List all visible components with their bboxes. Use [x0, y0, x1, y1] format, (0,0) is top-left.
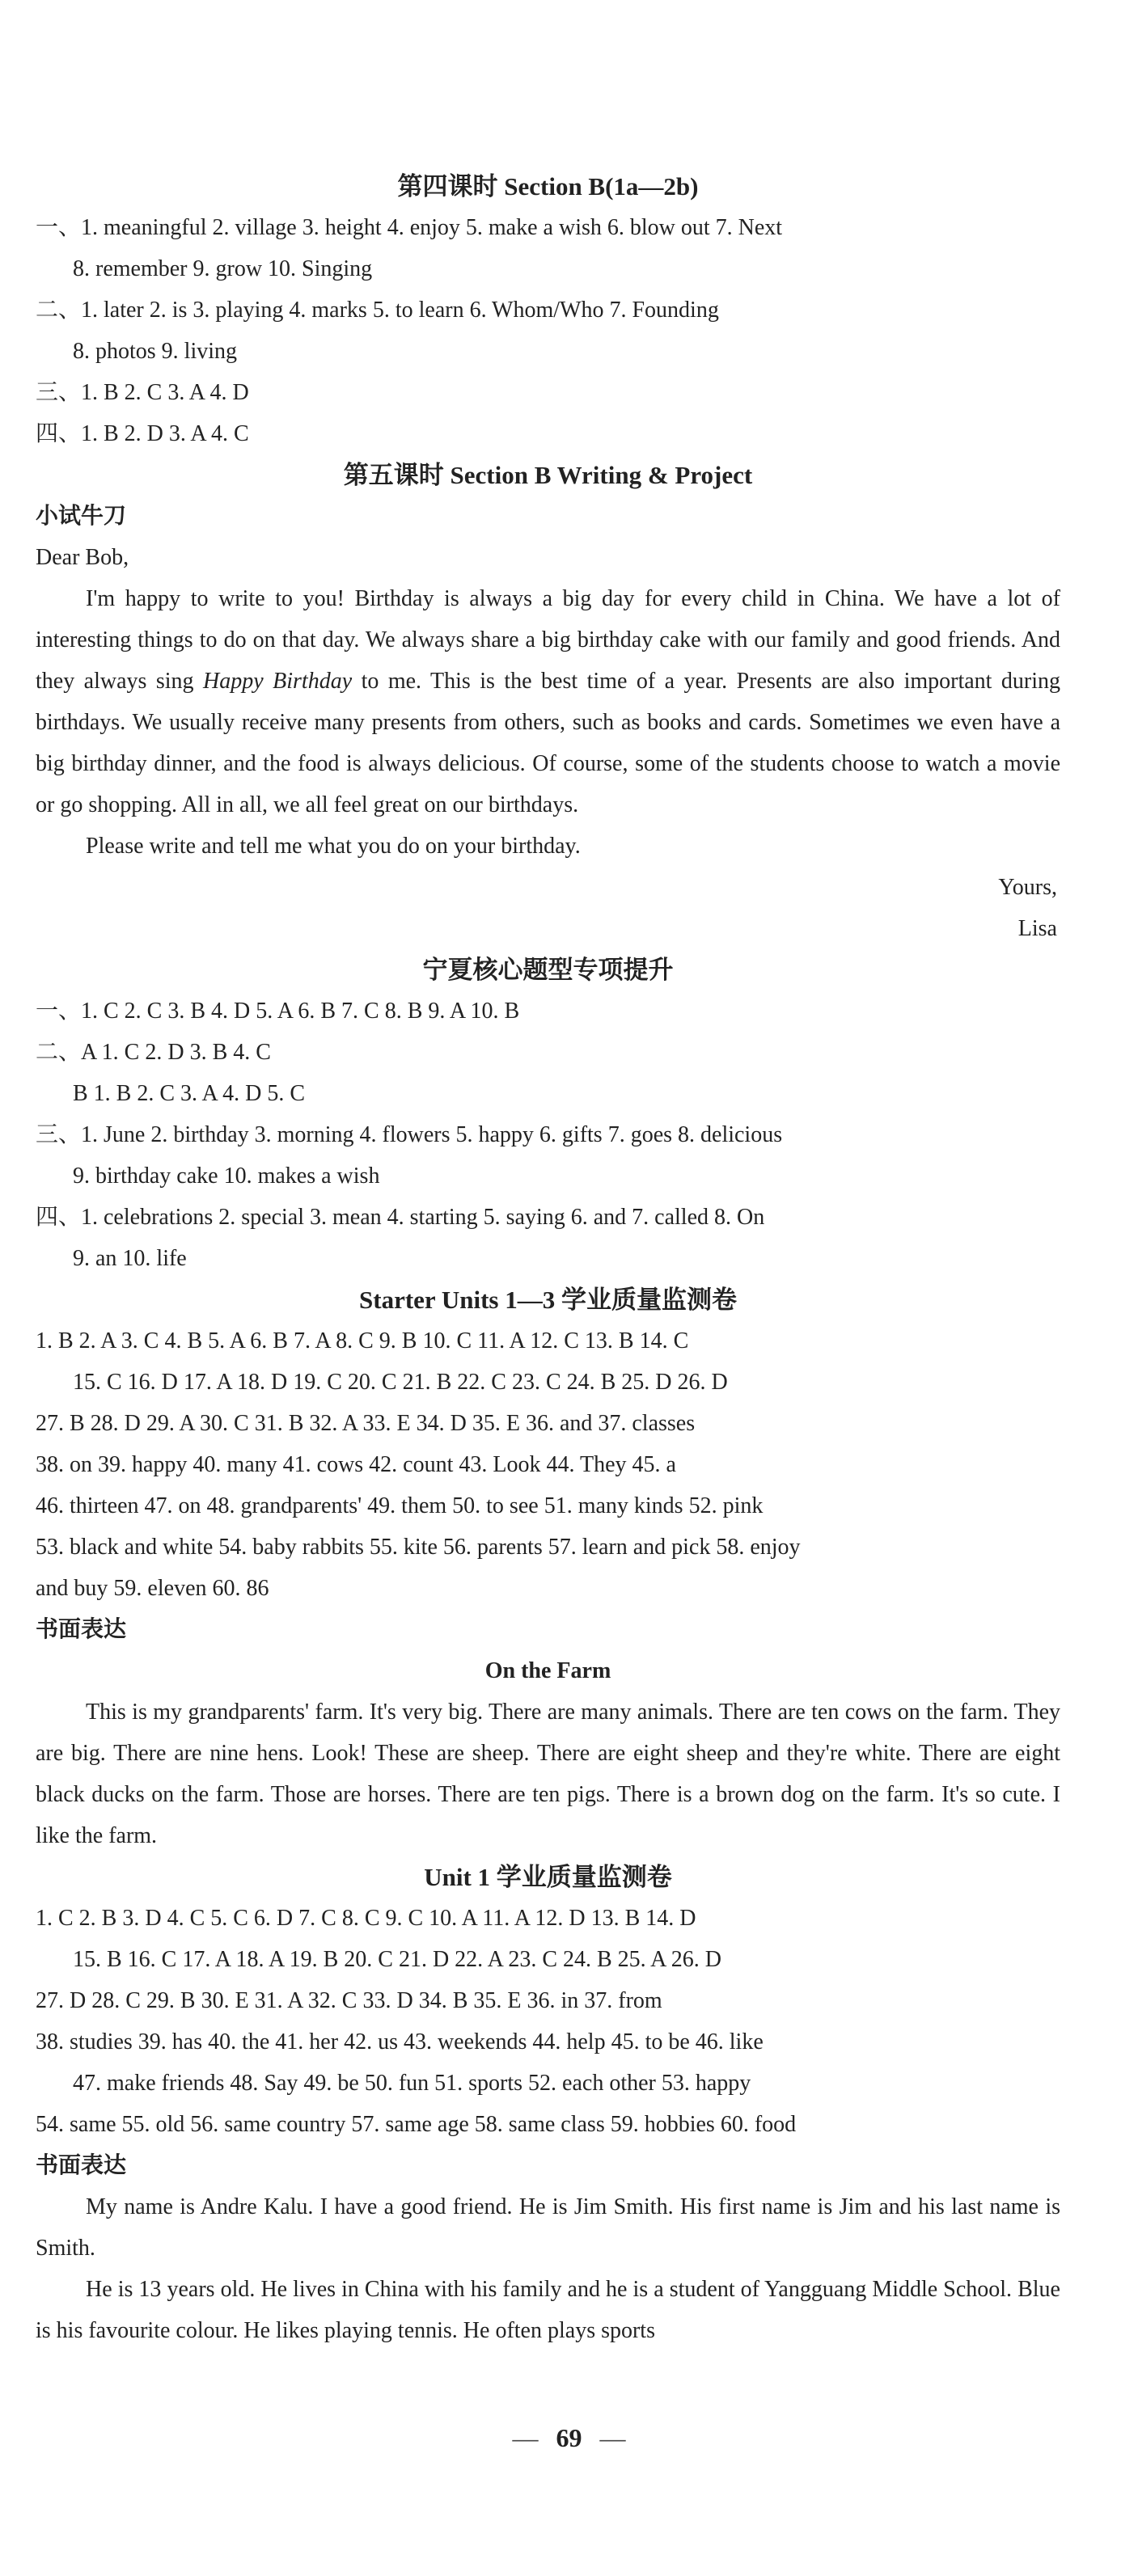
- song-title: Happy Birthday: [203, 669, 353, 694]
- letter-closing: Yours,: [998, 875, 1057, 900]
- answer-line: 46. thirteen 47. on 48. grandparents' 49. them 50. to see 51. many kinds 52. pink: [36, 1493, 764, 1518]
- section-title: Unit 1 学业质量监测卷: [424, 1863, 672, 1891]
- answer-line: 27. B 28. D 29. A 30. C 31. B 32. A 33. E 34. D 35. E 36. and 37. classes: [36, 1411, 696, 1436]
- letter-signature: Lisa: [1017, 916, 1057, 941]
- answer-line: 二、1. later 2. is 3. playing 4. marks 5. to learn 6. Whom/Who 7. Founding: [36, 298, 719, 323]
- section-title: 第五课时 Section B Writing & Project: [343, 461, 753, 489]
- letter-paragraph: Please write and tell me what you do on your birthday.: [86, 834, 581, 859]
- page-number-footer: [0, 2418, 1138, 2459]
- page-number: 69: [556, 2423, 582, 2452]
- answer-line: 一、1. meaningful 2. village 3. height 4. enjoy 5. make a wish 6. blow out 7. Next: [36, 215, 783, 240]
- essay-paragraph: My name is Andre Kalu. I have a good friend. He is Jim Smith. His first name is Jim and his last name is Smith.: [36, 2194, 1060, 2261]
- answer-line: 38. studies 39. has 40. the 41. her 42. us 43. weekends 44. help 45. to be 46. like: [36, 2029, 764, 2054]
- answer-line: 47. make friends 48. Say 49. be 50. fun 51. sports 52. each other 53. happy: [73, 2071, 751, 2096]
- answer-line: 三、1. June 2. birthday 3. morning 4. flowers 5. happy 6. gifts 7. goes 8. delicious: [36, 1122, 783, 1147]
- letter-greeting: Dear Bob,: [36, 545, 129, 570]
- answer-line: 53. black and white 54. baby rabbits 55. kite 56. parents 57. learn and pick 58. enjoy: [36, 1535, 801, 1560]
- answer-line: 1. C 2. B 3. D 4. C 5. C 6. D 7. C 8. C 9. C 10. A 11. A 12. D 13. B 14. D: [36, 1906, 696, 1931]
- content: [36, 166, 1060, 2351]
- answer-line: 9. an 10. life: [73, 1246, 187, 1271]
- letter-paragraph: [36, 578, 1060, 826]
- footer-dash: —: [512, 2423, 539, 2452]
- subsection-label: 书面表达: [36, 2153, 127, 2178]
- footer-dash: —: [599, 2423, 626, 2452]
- answer-line: 38. on 39. happy 40. many 41. cows 42. count 43. Look 44. They 45. a: [36, 1452, 676, 1477]
- essay-paragraph: This is my grandparents' farm. It's very big. There are many animals. There are ten cows on the farm. They are big. There are nine hens. Look! These are sheep. There are eight sheep and they're white. There are eight black ducks on the farm. Those are horses. There are ten pigs. There is a brown dog on the farm. It's so cute. I like the farm.: [36, 1700, 1060, 1848]
- answer-line: 四、1. celebrations 2. special 3. mean 4. starting 5. saying 6. and 7. called 8. On: [36, 1205, 765, 1230]
- answer-line: 9. birthday cake 10. makes a wish: [73, 1163, 380, 1189]
- answer-line: 三、1. B 2. C 3. A 4. D: [36, 380, 249, 405]
- section-title: 宁夏核心题型专项提升: [422, 956, 674, 984]
- answer-line: 15. C 16. D 17. A 18. D 19. C 20. C 21. B 22. C 23. C 24. B 25. D 26. D: [73, 1370, 728, 1395]
- section-title: 第四课时 Section B(1a—2b): [397, 172, 699, 201]
- answer-line: 一、1. C 2. C 3. B 4. D 5. A 6. B 7. C 8. B 9. A 10. B: [36, 999, 520, 1024]
- answer-line: 8. photos 9. living: [73, 339, 238, 364]
- answer-line: 8. remember 9. grow 10. Singing: [73, 256, 373, 281]
- answer-line: 二、A 1. C 2. D 3. B 4. C: [36, 1040, 271, 1065]
- letter-text: I'm happy to write to you! Birthday is always a big day for every child in China. We have a lot of interesting things to do on that day. We always share a big birthday cake with our family and good friends. And they always sing: [36, 586, 1060, 694]
- answer-line: 15. B 16. C 17. A 18. A 19. B 20. C 21. D 22. A 23. C 24. B 25. A 26. D: [73, 1947, 722, 1972]
- answer-line: and buy 59. eleven 60. 86: [36, 1576, 269, 1601]
- answer-line: 四、1. B 2. D 3. A 4. C: [36, 421, 249, 446]
- answer-line: 1. B 2. A 3. C 4. B 5. A 6. B 7. A 8. C 9. B 10. C 11. A 12. C 13. B 14. C: [36, 1328, 689, 1353]
- answer-line: 54. same 55. old 56. same country 57. same age 58. same class 59. hobbies 60. food: [36, 2112, 797, 2137]
- essay-paragraph: He is 13 years old. He lives in China with his family and he is a student of Yangguang Middle School. Blue is his favourite colour. He likes playing tennis. He often plays sports: [36, 2277, 1060, 2343]
- subsection-label: 书面表达: [36, 1617, 127, 1642]
- answer-line: 27. D 28. C 29. B 30. E 31. A 32. C 33. D 34. B 35. E 36. in 37. from: [36, 1988, 662, 2013]
- letter-text: to me. This is the best time of a year. Presents are also important during birthdays. We usually receive many presents from others, such as books and cards. Sometimes we even have a big birthday dinner, and the food is always delicious. Of course, some of the students choose to watch a movie or go shopping. All in all, we all feel great on our birthdays.: [36, 669, 1061, 817]
- section-title: Starter Units 1—3 学业质量监测卷: [359, 1286, 737, 1314]
- subsection-label: 小试牛刀: [36, 504, 127, 529]
- essay-title: On the Farm: [484, 1658, 611, 1683]
- answer-line: B 1. B 2. C 3. A 4. D 5. C: [73, 1081, 306, 1106]
